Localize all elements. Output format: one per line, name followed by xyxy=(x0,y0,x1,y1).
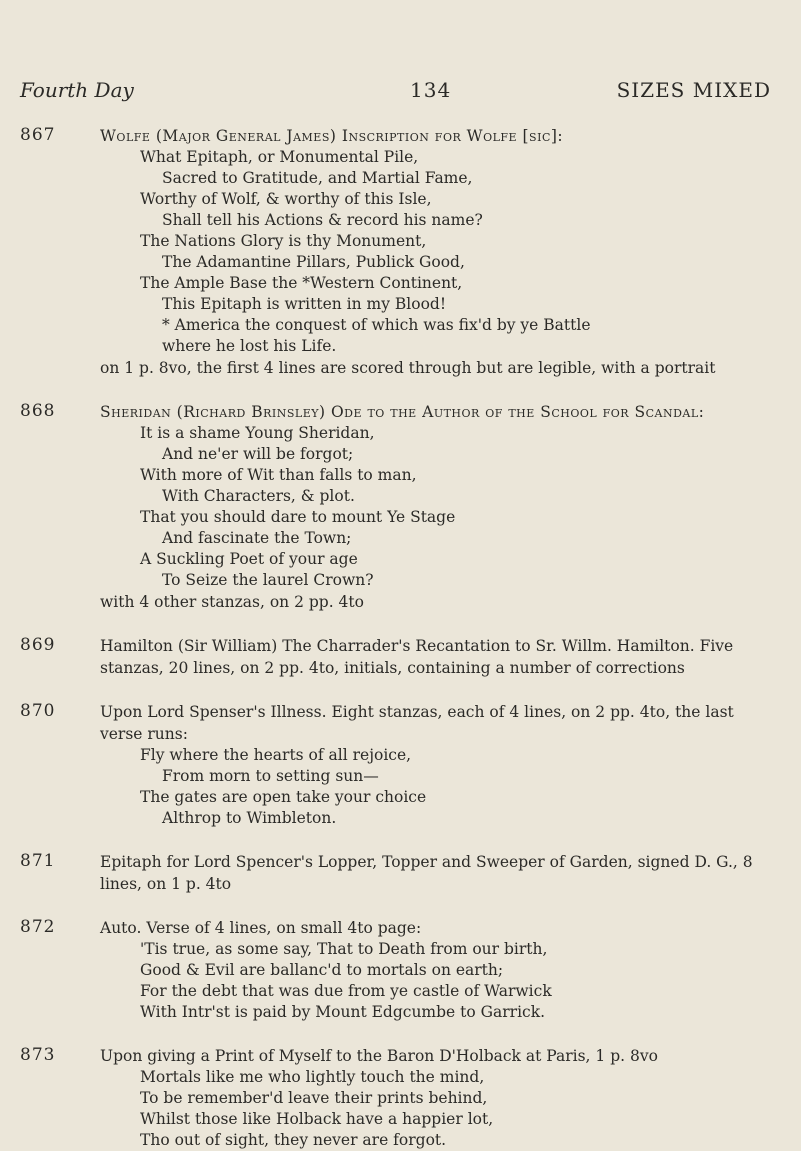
verse-line: Fly where the hearts of all rejoice, xyxy=(140,746,412,764)
verse-line: Tho out of sight, they never are forgot. xyxy=(140,1131,447,1149)
header-left: Fourth Day xyxy=(20,78,134,102)
page-number: 134 xyxy=(410,78,452,102)
lot-heading: Sheridan (Richard Brinsley) Ode to the Author of the School for Scandal: xyxy=(100,403,705,421)
verse-line: It is a shame Young Sheridan, xyxy=(140,424,375,442)
lot-heading: Wolfe (Major General James) Inscription for Wolfe [sic]: xyxy=(100,127,564,145)
lot-heading: Hamilton (Sir William) The Charrader's Recantation to Sr. Willm. Hamilton. Five stanzas, 20 lines, on 2 pp. 4to, initials, containing a number of corrections xyxy=(100,637,734,677)
verse-line: With Intr'st is paid by Mount Edgcumbe to Garrick. xyxy=(140,1003,546,1021)
verse-line: 'Tis true, as some say, That to Death from our birth, xyxy=(140,940,548,958)
lot-verse xyxy=(140,745,771,829)
verse-line: The Ample Base the *Western Continent, xyxy=(140,274,463,292)
verse-line: And ne'er will be forgot; xyxy=(162,445,354,463)
verse-line: The gates are open take your choice xyxy=(140,788,427,806)
lot-verse xyxy=(140,423,771,591)
verse-line: A Suckling Poet of your age xyxy=(140,550,358,568)
verse-line: This Epitaph is written in my Blood! xyxy=(162,295,447,313)
verse-line: where he lost his Life. xyxy=(162,337,337,355)
verse-line: Worthy of Wolf, & worthy of this Isle, xyxy=(140,190,432,208)
lot-heading: Auto. Verse of 4 lines, on small 4to page: xyxy=(100,919,422,937)
header-right: SIZES MIXED xyxy=(616,78,771,102)
lot-heading: Epitaph for Lord Spencer's Lopper, Topper and Sweeper of Garden, signed D. G., 8 lines, on 1 p. 4to xyxy=(100,853,753,893)
lot-verse xyxy=(140,1067,771,1151)
verse-line: For the debt that was due from ye castle of Warwick xyxy=(140,982,552,1000)
verse-line: * America the conquest of which was fix'd by ye Battle xyxy=(162,316,591,334)
verse-line: To be remember'd leave their prints behind, xyxy=(140,1089,488,1107)
lot-number: 872 xyxy=(20,917,56,937)
verse-line: From morn to setting sun— xyxy=(162,767,379,785)
verse-line: Shall tell his Actions & record his name? xyxy=(162,211,483,229)
lot-number: 868 xyxy=(20,401,56,421)
verse-line: That you should dare to mount Ye Stage xyxy=(140,508,456,526)
lot-heading: Upon giving a Print of Myself to the Baron D'Holback at Paris, 1 p. 8vo xyxy=(100,1047,658,1065)
lot-heading: Upon Lord Spenser's Illness. Eight stanzas, each of 4 lines, on 2 pp. 4to, the last verse runs: xyxy=(100,703,734,743)
lot-description: on 1 p. 8vo, the first 4 lines are scored through but are legible, with a portrait xyxy=(100,359,716,377)
verse-line: And fascinate the Town; xyxy=(162,529,352,547)
lot-number: 873 xyxy=(20,1045,56,1065)
verse-line: The Adamantine Pillars, Publick Good, xyxy=(162,253,465,271)
verse-line: The Nations Glory is thy Monument, xyxy=(140,232,427,250)
verse-line: Good & Evil are ballanc'd to mortals on earth; xyxy=(140,961,504,979)
running-header xyxy=(20,78,771,108)
lot-verse xyxy=(140,147,771,357)
verse-line: Sacred to Gratitude, and Martial Fame, xyxy=(162,169,473,187)
lot-number: 871 xyxy=(20,851,56,871)
lot-description: with 4 other stanzas, on 2 pp. 4to xyxy=(100,593,364,611)
verse-line: What Epitaph, or Monumental Pile, xyxy=(140,148,419,166)
verse-line: With Characters, & plot. xyxy=(162,487,355,505)
verse-line: Whilst those like Holback have a happier lot, xyxy=(140,1110,494,1128)
lot-number: 867 xyxy=(20,125,56,145)
verse-line: To Seize the laurel Crown? xyxy=(162,571,374,589)
verse-line: Althrop to Wimbleton. xyxy=(162,809,337,827)
verse-line: With more of Wit than falls to man, xyxy=(140,466,417,484)
lot-verse xyxy=(140,939,771,1023)
verse-line: Mortals like me who lightly touch the mind, xyxy=(140,1068,485,1086)
lot-number: 870 xyxy=(20,701,56,721)
lot-number: 869 xyxy=(20,635,56,655)
